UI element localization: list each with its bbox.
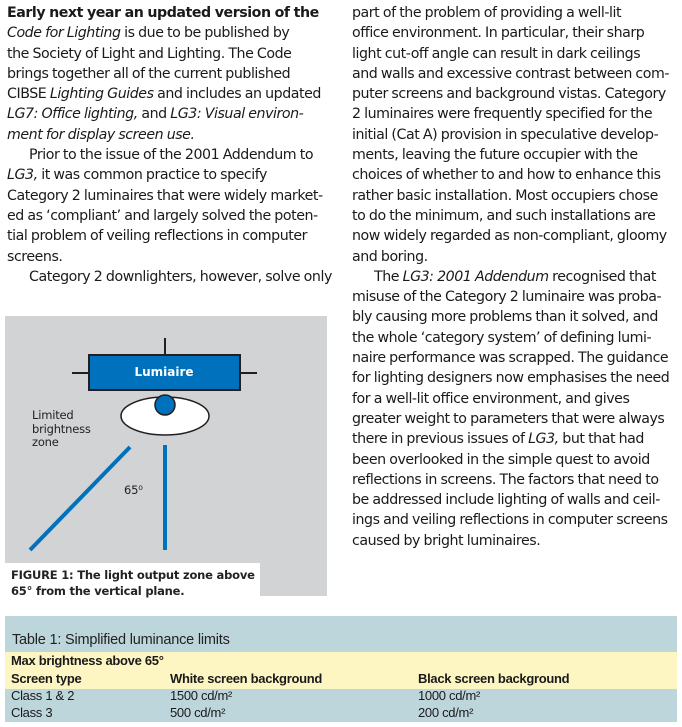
text-run: office environment. In particular, their sharp [352,25,645,42]
text-line [352,267,682,287]
table-subheader-row [5,652,677,670]
table-cell: 1500 cd/m² [170,688,233,703]
text-line [352,450,682,470]
text-line [7,226,337,246]
column-header: White screen background [170,671,323,686]
table-row [5,687,677,705]
text-run: to do the minimum, and such installations are [352,207,656,224]
table-cell: Class 3 [11,705,53,720]
table-cell: 200 cd/m² [418,705,474,720]
text-line [352,490,682,510]
text-line [352,470,682,490]
italic-title: LG3, [7,167,38,184]
italic-title: LG3, [528,431,559,448]
text-run: 2 luminaires were frequently specified for the [352,106,653,123]
eye-pupil [155,395,175,415]
text-line [352,3,682,23]
text-line [352,368,682,388]
text-run: light cut-off angle can result in dark ceilings [352,45,641,62]
text-run: been overlooked in the simple quest to avoid [352,451,650,468]
caption-line: FIGURE 1: The light output zone above [11,568,255,582]
article-right-column [352,3,682,551]
text-run: choices of whether to and how to enhance this [352,167,661,184]
text-run: but that had [558,431,644,448]
text-line [7,23,337,43]
luminaire-label: Lumiaire [134,365,194,379]
text-run: is due to be published by [120,25,290,42]
italic-title: LG3: 2001 Addendum [402,268,549,285]
figure-caption [5,563,260,603]
text-line [7,3,337,23]
text-run: for lighting designers now emphasises the need [352,370,670,387]
text-line [352,186,682,206]
text-run: ings and veiling reflections in computer screens [352,512,668,529]
text-run: caused by bright luminaires. [352,532,541,549]
text-line [7,145,337,165]
text-run: The [374,268,403,285]
text-line [7,104,337,124]
text-line [352,531,682,551]
paragraph [7,267,337,287]
paragraph [7,145,337,267]
zone-label-line: zone [32,435,59,449]
text-run: greater weight to parameters that were always [352,410,665,427]
text-run: reflections in screens. The factors that need to [352,471,659,488]
zone-label-line: brightness [32,421,91,436]
text-line [352,206,682,226]
text-run: Category 2 luminaires that were widely market- [7,187,323,204]
text-run: and walls and excessive contrast between com- [352,65,670,82]
column-header: Screen type [11,671,82,686]
text-run: it was common practice to specify [37,167,268,184]
table-title: Table 1: Simplified luminance limits [12,632,230,648]
text-line [352,348,682,368]
text-line [352,247,682,267]
text-run: part of the problem of providing a well-lit [352,5,622,21]
lead-paragraph [7,3,337,145]
text-run: initial (Cat A) provision in speculative develop- [352,126,659,143]
text-run: Early next year an updated version of the [7,5,319,21]
column-header: Black screen background [418,671,570,686]
italic-title: Code for Lighting [7,25,121,42]
text-line [7,125,337,145]
text-run: screens. [7,248,63,265]
text-line [352,64,682,84]
text-run: and includes an updated [153,86,321,103]
text-line [352,23,682,43]
text-run: be addressed include lighting of walls and ceil- [352,492,660,509]
text-run: and [137,106,171,123]
text-run: misuse of the Category 2 luminaire was proba- [352,289,662,306]
text-line [7,206,337,226]
text-run: now widely regarded as non-compliant, gloomy [352,228,667,245]
italic-title: LG3: Visual environ- [170,106,304,123]
article-left-column [7,3,337,287]
table-subheader: Max brightness above 65° [11,653,164,668]
text-line [352,328,682,348]
italic-title: LG7: Office lighting, [7,106,138,123]
text-line [352,125,682,145]
text-line [352,409,682,429]
text-line [7,84,337,104]
text-run: puter screens and background vistas. Category [352,86,666,103]
limited-brightness-zone-label [32,409,91,450]
text-run: recognised that [548,268,657,285]
text-line [7,165,337,185]
text-run: naire performance was scrapped. The guidance [352,350,669,367]
text-run: CIBSE [7,86,50,103]
text-run: for a well-lit office environment, and gives [352,390,630,407]
luminance-limits-table [5,616,677,722]
angle-label: 65⁰ [124,483,143,497]
caption-line: 65° from the vertical plane. [11,584,185,598]
text-run: ments, leaving the future occupier with the [352,147,638,164]
table-row [5,704,677,722]
italic-title: ment for display screen use. [7,126,195,143]
text-run: the whole ‘category system’ of defining lumi- [352,329,652,346]
text-line [7,186,337,206]
text-line [7,267,337,287]
text-run: ed as ‘compliant’ and largely solved the poten- [7,207,318,224]
text-line [352,84,682,104]
text-line [352,307,682,327]
text-line [352,104,682,124]
table-header-row [5,670,677,688]
table-cell: Class 1 & 2 [11,688,75,703]
text-run: Category 2 downlighters, however, solve only [29,268,332,285]
text-run: bly causing more problems than it solved, and [352,309,658,326]
text-run: tial problem of veiling reflections in computer [7,228,308,245]
text-line [352,510,682,530]
text-line [7,44,337,64]
text-line [352,429,682,449]
paragraph [352,267,682,551]
text-run: rather basic installation. Most occupiers chose [352,187,658,204]
text-line [7,64,337,84]
paragraph [352,3,682,267]
text-line [352,226,682,246]
text-run: and boring. [352,248,428,265]
text-run: there in previous issues of [352,431,529,448]
cutoff-angle-line [30,447,130,550]
text-line [352,287,682,307]
text-run: the Society of Light and Lighting. The Code [7,45,292,62]
table-cell: 500 cd/m² [170,705,226,720]
italic-title: Lighting Guides [49,86,154,103]
text-line [352,145,682,165]
text-run: Prior to the issue of the 2001 Addendum to [29,147,314,164]
text-line [7,247,337,267]
table-cell: 1000 cd/m² [418,688,481,703]
text-line [352,44,682,64]
text-line [352,165,682,185]
zone-label-line: Limited [32,408,74,422]
text-line [352,389,682,409]
text-run: brings together all of the current published [7,65,291,82]
